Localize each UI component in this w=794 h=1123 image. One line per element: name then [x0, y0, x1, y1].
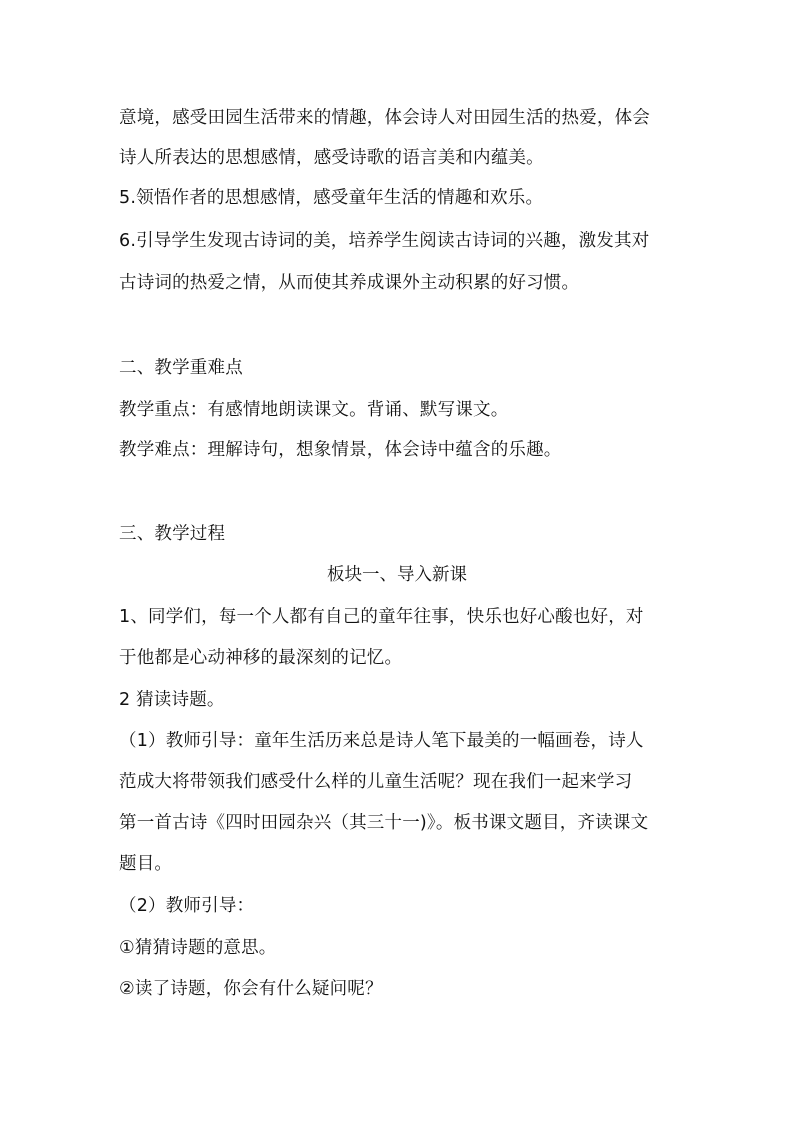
process-line-1: 1、同学们，每一个人都有自己的童年往事，快乐也好心酸也好，对 — [119, 607, 644, 627]
objective-line-2: 诗人所表达的思想感情，感受诗歌的语言美和内蕴美。 — [119, 148, 544, 168]
section-heading-process: 三、教学过程 — [119, 524, 226, 544]
objective-5: 5.领悟作者的思想感情，感受童年生活的情趣和欢乐。 — [119, 188, 544, 208]
difficulty-point: 教学难点：理解诗句，想象情景，体会诗中蕴含的乐趣。 — [119, 440, 562, 460]
block-title: 板块一、导入新课 — [327, 565, 467, 585]
process-line-6: 第一首古诗《四时田园杂兴（其三十一)》。板书课文题目，齐读课文 — [119, 813, 649, 833]
process-line-2: 于他都是心动神移的最深刻的记忆。 — [119, 648, 403, 668]
process-line-3: 2 猜读诗题。 — [119, 690, 225, 710]
process-line-8: （2）教师引导： — [119, 896, 255, 916]
process-line-9: ①猜猜诗题的意思。 — [119, 938, 277, 958]
objective-6-line-1: 6.引导学生发现古诗词的美，培养学生阅读古诗词的兴趣，激发其对 — [119, 231, 650, 251]
objective-6-line-2: 古诗词的热爱之情，从而使其养成课外主动积累的好习惯。 — [119, 273, 580, 293]
process-line-10: ②读了诗题，你会有什么疑问呢？ — [119, 979, 383, 999]
process-line-5: 范成大将带领我们感受什么样的儿童生活呢？现在我们一起来学习 — [119, 772, 633, 792]
section-heading-key-points: 二、教学重难点 — [119, 358, 243, 378]
objective-line-1: 意境，感受田园生活带来的情趣，体会诗人对田园生活的热爱，体会 — [119, 108, 650, 128]
process-line-7: 题目。 — [119, 854, 173, 874]
process-line-4: （1）教师引导：童年生活历来总是诗人笔下最美的一幅画卷，诗人 — [119, 731, 644, 751]
key-point: 教学重点：有感情地朗读课文。背诵、默写课文。 — [119, 400, 509, 420]
